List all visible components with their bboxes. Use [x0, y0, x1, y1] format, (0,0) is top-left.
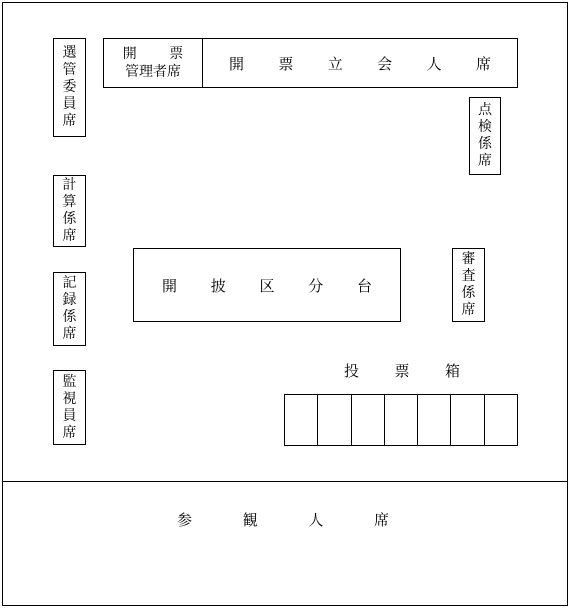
label-char: 人: [308, 510, 324, 529]
label-char: 票: [278, 54, 294, 73]
counting-manager-seat: [103, 38, 203, 88]
label-char: 係: [478, 136, 492, 152]
label-char: 管: [62, 62, 77, 78]
label-char: 査: [461, 268, 476, 284]
label-char: 監: [62, 373, 77, 390]
label-char: 計: [62, 177, 77, 193]
counting-manager-label-2: 管理者席: [125, 64, 181, 80]
label-char: 観: [242, 510, 258, 529]
label-char: 分: [308, 276, 324, 295]
label-char: 参: [177, 510, 193, 529]
label-char: 委: [62, 79, 77, 95]
label-char: 開: [162, 276, 178, 295]
review-seat: [452, 248, 485, 322]
label-char: 記: [62, 275, 77, 291]
label-char: 席: [461, 302, 476, 318]
counting-witness-seat: [202, 38, 518, 88]
counting-manager-label-1: 開 票: [122, 46, 198, 62]
label-char: 開: [229, 54, 245, 73]
label-char: 員: [62, 96, 77, 112]
ballot-box: [384, 394, 418, 446]
inspection-seat: [469, 97, 501, 175]
ballot-box: [284, 394, 318, 446]
monitoring-seat: [53, 370, 86, 445]
ballot-box: [417, 394, 451, 446]
label-char: 立: [327, 54, 343, 73]
label-char: 人: [426, 54, 442, 73]
label-char: 披: [210, 276, 226, 295]
ballot-box: [450, 394, 484, 446]
label-char: 投: [344, 361, 360, 380]
sorting-table: [133, 248, 401, 322]
ballot-box: [484, 394, 518, 446]
label-char: 席: [62, 326, 77, 342]
ballot-box: [351, 394, 385, 446]
calculation-seat: [53, 175, 86, 247]
label-char: 席: [62, 424, 77, 441]
label-char: 算: [62, 194, 77, 210]
label-char: 選: [62, 45, 77, 61]
label-char: 票: [394, 361, 410, 380]
label-char: 区: [259, 276, 275, 295]
label-char: 席: [373, 510, 389, 529]
label-char: 点: [478, 102, 492, 118]
ballot-box-row: [284, 394, 518, 446]
label-char: 視: [62, 390, 77, 407]
election-committee-seat: [53, 38, 86, 137]
ballot-box-label: [344, 360, 460, 380]
label-char: 席: [62, 228, 77, 244]
label-char: 箱: [444, 361, 460, 380]
spectator-seat-label: [177, 508, 389, 530]
label-char: 席: [478, 153, 492, 169]
label-char: 検: [478, 119, 492, 135]
ballot-box: [317, 394, 351, 446]
label-char: 録: [62, 292, 77, 308]
label-char: 員: [62, 407, 77, 424]
label-char: 審: [461, 251, 476, 267]
label-char: 係: [62, 211, 77, 227]
label-char: 席: [475, 54, 491, 73]
label-char: 係: [62, 309, 77, 325]
spectator-divider: [2, 481, 568, 482]
recording-seat: [53, 272, 86, 346]
label-char: 会: [377, 54, 393, 73]
label-char: 台: [356, 276, 372, 295]
label-char: 席: [62, 113, 77, 129]
label-char: 係: [461, 285, 476, 301]
